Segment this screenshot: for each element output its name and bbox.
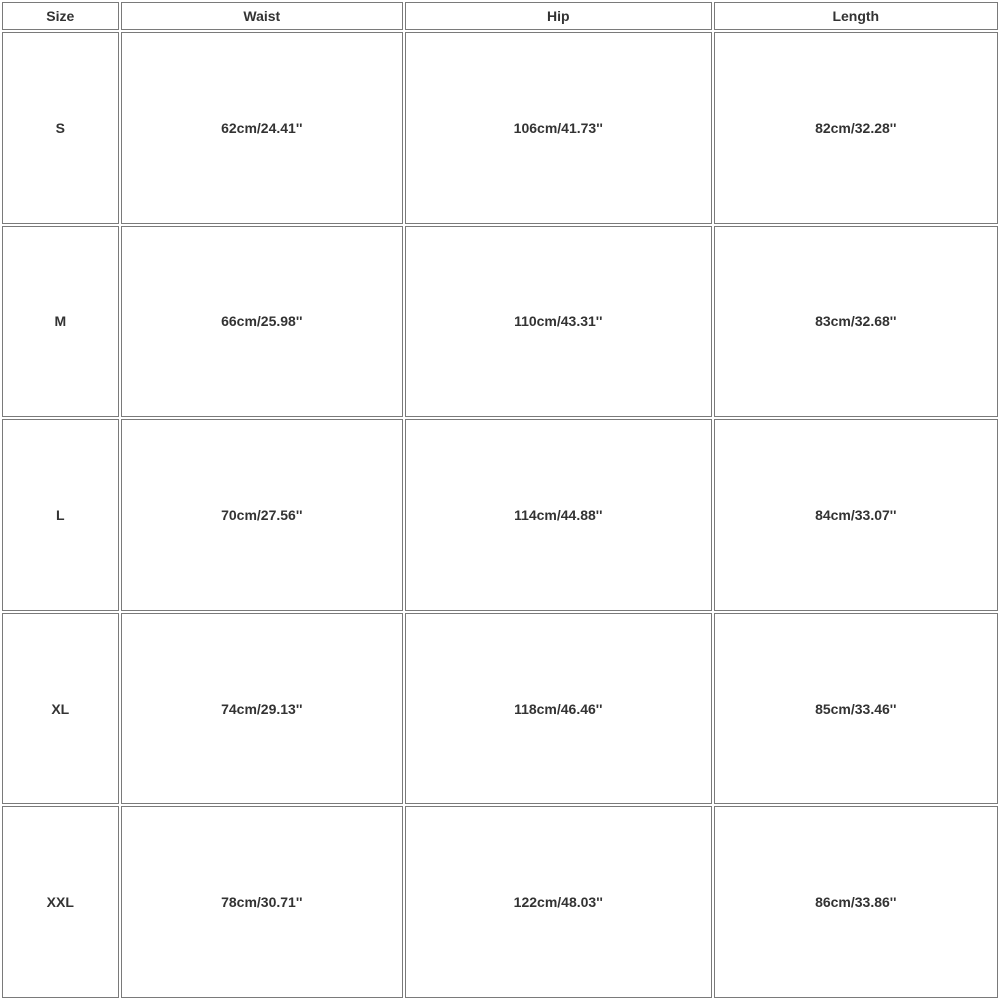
table-header bbox=[2, 2, 998, 30]
waist-cell: 62cm/24.41'' bbox=[121, 32, 403, 224]
waist-cell: 78cm/30.71'' bbox=[121, 806, 403, 998]
header-hip: Hip bbox=[405, 2, 712, 30]
waist-cell: 66cm/25.98'' bbox=[121, 226, 403, 418]
hip-cell: 106cm/41.73'' bbox=[405, 32, 712, 224]
size-cell: XXL bbox=[2, 806, 119, 998]
header-waist: Waist bbox=[121, 2, 403, 30]
hip-cell: 114cm/44.88'' bbox=[405, 419, 712, 611]
hip-cell: 122cm/48.03'' bbox=[405, 806, 712, 998]
size-cell: L bbox=[2, 419, 119, 611]
table-row bbox=[2, 419, 998, 611]
size-cell: XL bbox=[2, 613, 119, 805]
table-row bbox=[2, 32, 998, 224]
table-row bbox=[2, 806, 998, 998]
length-cell: 84cm/33.07'' bbox=[714, 419, 998, 611]
length-cell: 85cm/33.46'' bbox=[714, 613, 998, 805]
length-cell: 86cm/33.86'' bbox=[714, 806, 998, 998]
size-cell: M bbox=[2, 226, 119, 418]
hip-cell: 110cm/43.31'' bbox=[405, 226, 712, 418]
length-cell: 83cm/32.68'' bbox=[714, 226, 998, 418]
length-cell: 82cm/32.28'' bbox=[714, 32, 998, 224]
waist-cell: 70cm/27.56'' bbox=[121, 419, 403, 611]
table-row bbox=[2, 226, 998, 418]
table-row bbox=[2, 613, 998, 805]
header-length: Length bbox=[714, 2, 998, 30]
header-row bbox=[2, 2, 998, 30]
waist-cell: 74cm/29.13'' bbox=[121, 613, 403, 805]
size-cell: S bbox=[2, 32, 119, 224]
table-body bbox=[2, 32, 998, 998]
header-size: Size bbox=[2, 2, 119, 30]
hip-cell: 118cm/46.46'' bbox=[405, 613, 712, 805]
